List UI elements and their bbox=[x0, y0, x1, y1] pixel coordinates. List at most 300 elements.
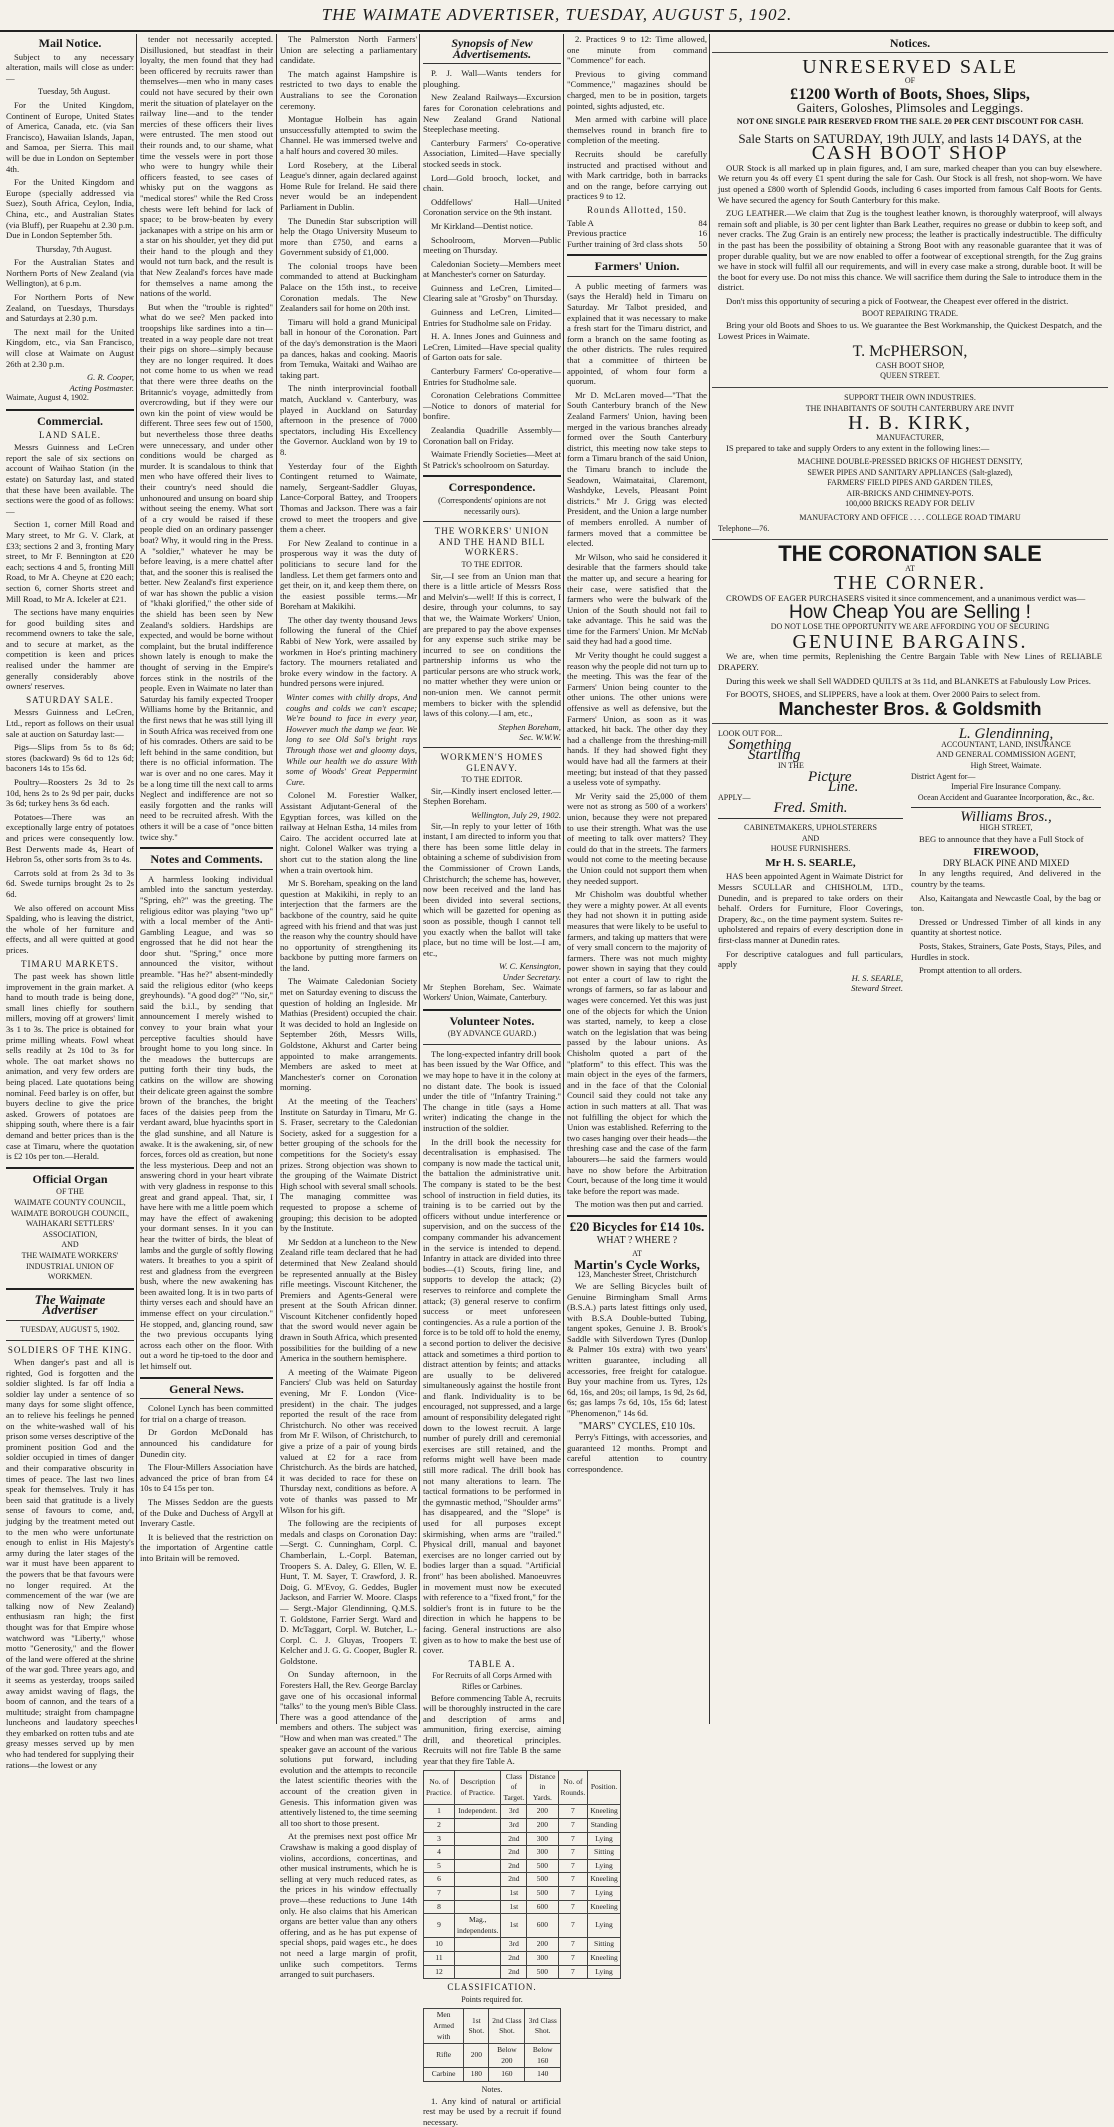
table-cell: 140 bbox=[525, 2068, 561, 2082]
table-cell: 7 bbox=[558, 1914, 588, 1938]
ad-product-line: 100,000 BRICKS READY FOR DELIV bbox=[718, 499, 1102, 510]
table-cell: 11 bbox=[424, 1951, 455, 1965]
table-cell: 7 bbox=[558, 1938, 588, 1952]
table-cell: Mag., independents. bbox=[455, 1914, 501, 1938]
table-cell: 5 bbox=[424, 1859, 455, 1873]
table-cell: Kneeling bbox=[588, 1873, 621, 1887]
ad-line: Sale Starts on SATURDAY, 19th JULY, and lasts 14 DAYS, at the bbox=[718, 134, 1102, 145]
notes-title: Notes and Comments. bbox=[140, 854, 273, 865]
classification-table bbox=[423, 2008, 561, 2082]
column-rule bbox=[136, 34, 137, 1724]
table-cell: 1 bbox=[424, 1805, 455, 1819]
synopsis-item: Schoolroom, Morven—Public meeting on Thursday. bbox=[423, 235, 561, 256]
ad-script-line: Picture bbox=[808, 772, 903, 783]
table-row bbox=[424, 1900, 621, 1914]
table-cell: Standing bbox=[588, 1819, 621, 1833]
synopsis-item: Oddfellows' Hall—United Coronation service on the 9th instant. bbox=[423, 197, 561, 218]
article-text: Mr D. McLaren moved—"That the South Canterbury branch of the New Zealand Farmers' Union, having been merged in the various branches already formed over the South Canterbury district, this meeting now take steps to form a Timaru branch of the said Union, the Timaru branch to include the Seadown, Waimataitai, Claremont, Washdyke, Levels, Pleasant Point districts." Mr J. Grigg was elected President, and the Union a large number of members enrolled. A number of farmers moved that a committee be elected. bbox=[567, 390, 707, 549]
news-item: The other day twenty thousand Jews following the funeral of the Chief Rabbi of New York, were assailed by workmen in Hoe's printing machinery factory. The mourners retaliated and broke every window in the factory. A hundred persons were injured. bbox=[280, 615, 417, 689]
table-title: TABLE A. bbox=[423, 1659, 561, 1670]
ad-text: BEG to announce that they have a Full Stock of bbox=[911, 834, 1101, 845]
news-item: Dr Gordon McDonald has announced his candidature for Dunedin city. bbox=[140, 1427, 273, 1459]
ad-headline: UNRESERVED SALE bbox=[718, 62, 1102, 73]
letter-to: TO THE EDITOR. bbox=[423, 775, 561, 786]
ad-signature: H. S. SEARLE, bbox=[718, 973, 903, 984]
rounds-row bbox=[567, 239, 707, 250]
ad-headline: THE CORNER. bbox=[718, 578, 1102, 589]
table-subtitle: For Recruits of all Corps Armed with Rifles or Carbines. bbox=[423, 1671, 561, 1692]
table-cell bbox=[455, 1819, 501, 1833]
ad-product-line: AIR-BRICKS AND CHIMNEY-POTS. bbox=[718, 489, 1102, 500]
table-row bbox=[424, 2068, 561, 2082]
organ-line: WAIHAKARI SETTLERS' ASSOCIATION, bbox=[6, 1219, 134, 1240]
table-cell: 3rd bbox=[501, 1805, 527, 1819]
letter-text: Sir,—In reply to your letter of 16th instant, I am directed to inform you that there has been some little delay in obtaining a scheme of subdivision from the Commissioner of Crown Lands, Christchurch; the scheme has, however, now been received and the land has been divided into several sections, which will be gazetted for opening as soon as possible, though I cannot tell you exactly when the ballot will take place, but no time will be lost.—I am, etc., bbox=[423, 821, 561, 959]
table-row bbox=[424, 1819, 621, 1833]
news-item: Timaru will hold a grand Municipal ball in honour of the Coronation. Part of the day's demonstration is the Maori pa dances, hakas and cooking. Maoris from Temuka, Waitaki and Waihao are taking part. bbox=[280, 317, 417, 381]
correspondence-note: (Correspondents' opinions are not necessarily ours). bbox=[423, 496, 561, 517]
table-header-cell: 2nd Class Shot. bbox=[489, 2009, 525, 2044]
ad-line: SUPPORT THEIR OWN INDUSTRIES. bbox=[718, 393, 1102, 404]
table-cell: 2nd bbox=[501, 1873, 527, 1887]
ad-script-line: Something bbox=[728, 740, 903, 751]
table-cell: 2nd bbox=[501, 1951, 527, 1965]
official-organ-title: Official Organ bbox=[6, 1174, 134, 1185]
table-cell: 3rd bbox=[501, 1819, 527, 1833]
column-2 bbox=[140, 34, 273, 1724]
ad-shop-name: CASH BOOT SHOP bbox=[718, 148, 1102, 159]
rounds-list bbox=[567, 218, 707, 250]
synopsis-title: Synopsis of New Advertisements. bbox=[423, 38, 561, 59]
table-cell bbox=[455, 1846, 501, 1860]
section-heading: TIMARU MARKETS. bbox=[6, 959, 134, 970]
table-cell: Below 200 bbox=[489, 2044, 525, 2068]
classification-title: CLASSIFICATION. bbox=[423, 1982, 561, 1993]
table-cell: 7 bbox=[558, 1887, 588, 1901]
article-text: In the drill book the necessity for decentralisation is emphasised. The company is now made the tactical unit, the battalion the administrative unit. The company is stated to be the best school of instruction in field duties, its training is to be carried out by the officers without undue interference or supervision, and on the success of the company commander his advancement in the service is intended to depend. Infantry in attack are divided into three bodies—(1) Scouts, firing line, and supports to develop the attack; (2) reserves to reinforce and complete the attack; (3) general reserve to confirm success or meet unforeseen contingencies. As a rule a portion of the force is to be told off to hold the enemy, a second portion to deliver the decisive attack and sometimes a third portion to distract attention by feints; and attacks are usually to be delivered simultaneously against the hostile front and flank. Individuality is to be encouraged, not suppressed, and a large amount of responsibility delegated right down to the lowest recruit. A large number of purely drill and ceremonial exercises are still retained, and the reforms might well have been made still more radical. The drill book has not many alterations to learn. The tactical formations to be performed in the gymnastic method, "Shoulder arms" has disappeared, and the "Slope" is used for all purposes except skirmishing, when arms are "trailed." Physical drill, manual and bayonet exercises are no longer carried out by bodies larger than a squad. "Artificial front" has been abolished. Manoeuvres in movement must now be executed with reference to a "fixed front," for the soldier's front is in future to be the direction in which he happens to be facing. General instructions are also given as to how to make the best use of cover. bbox=[423, 1137, 561, 1656]
table-cell: 12 bbox=[424, 1965, 455, 1979]
ad-lower-block bbox=[712, 723, 1108, 999]
table-cell: 6 bbox=[424, 1873, 455, 1887]
signature: Sec. W.W.W. bbox=[423, 732, 561, 743]
correspondence-title: Correspondence. bbox=[423, 482, 561, 493]
ad-script-line: L. Glendinning, bbox=[911, 729, 1101, 740]
table-cell: 2 bbox=[424, 1819, 455, 1833]
table-cell: 200 bbox=[527, 1805, 558, 1819]
ad-script-line: Startling bbox=[748, 750, 903, 761]
signature: Stephen Boreham, bbox=[423, 722, 561, 733]
ad-at: AT bbox=[718, 564, 1102, 575]
article-text: The past week has shown little improvement in the grain market. A hand to mouth trade is being done, small lines chiefly for southern millers, moving off at growers' limit 3s 1 to 3s. The price is obtained for prime milling wheats. Fowl wheat sells readily at 2s 10d to 3s for whole. The oat market shows no animation, and very few orders are being placed. Late quotations being nominal. Feed barley is on offer, but buyers decline to give the price asked. Growers of potatoes are shipping south, where there is a fair demand and better prices than is the case at Timaru, where the quotation is £2 10s per ton.—Herald. bbox=[6, 971, 134, 1162]
section-heading: SATURDAY SALE. bbox=[6, 695, 134, 706]
synopsis-item: H. A. Innes Jones and Guinness and LeCren, Limited—Have special quality of Garton oats for sale. bbox=[423, 331, 561, 363]
table-cell: 7 bbox=[558, 1819, 588, 1833]
rounds-value: 50 bbox=[698, 239, 707, 250]
volunteer-byline: (BY ADVANCE GUARD.) bbox=[423, 1029, 561, 1040]
synopsis-item: Lord—Gold brooch, locket, and chain. bbox=[423, 173, 561, 194]
news-item: At the meeting of the Teachers' Institute on Saturday in Timaru, Mr G. S. Fraser, secretary to the Caledonian Society, asked for a suggestion for a better grouping of the schools for the competitions for the Society's essay prizes. Strong objection was shown to the grouping of the Waimate District High school with several small schools. The managing committee was requested to propose a scheme of grouping; this decision to be adopted by the Institute. bbox=[280, 1096, 417, 1234]
editorial-text: When danger's past and all is righted, God is forgotten and the soldier slighted. Is far off India a soldier lay under a sentence of so many days for some slight offence, an to relieve his feelings he penned on the white-washed wall of his prison some verses descriptive of the prominent position God and the soldier occupied in times of danger and their comparative obscurity in times of peace. The last two lines speak for themselves. Truly it has been said that gratitude is a lively sense of favours to come, and, judging by the treatment meted out to the men who were unfortunate enough to enlist in His Majesty's army during the later stages of the war it must have been apparent to the powers that be that favours were no longer required. At the commencement of the war (we are talking now of New Zealand) enthusiasm ran high; the first thought was for that Empire whose watchword was "Liberty," whose motto "Generosity," and the flower of the land were offered at the shrine of the war god. Three years ago, and it seems as yesterday, troops sailed away amidst waving of flags, the boom of cannon, and the tears of a multitude; straight from champagne luncheons and laudatory speeches they embarked on rotten tubs and ate greasy messes served up by men who had tendered for supplying their rations—the lowest or any bbox=[6, 1357, 134, 1770]
article-text: Potatoes—There was an exceptionally large entry of potatoes and prices were consequently low. Best Derwents made 4s, Heart of Hebron 5s, other sorts from 3s to 4s. bbox=[6, 812, 134, 865]
editorial-text: tender not necessarily accepted. Disillusioned, but steadfast in their loyalty, the men found that they had been officered by recruits rawer than themselves—men who in many cases could not have secured by their own merit the situation of platelayer on the railway line—and to the tender mercies of these officers their lives were entrusted. The men stood out their rounds and, to our shame, what time the vessels were in port those who were to hungry while their officers feasted, to see cases of whisky put on the waggons as "medical stores" while the Red Cross chests were left behind for lack of space; to be brow-beaten by every jackanapes with a stripe on his arm or a star on his shoulder, yet they did put their hand to the plough and they would not turn back, and the result is that New Zealand's forces have made for themselves a name among the nations of the world. bbox=[140, 34, 273, 299]
ad-product-line: SEWER PIPES AND SANITARY APPLIANCES (Salt-glazed), bbox=[718, 468, 1102, 479]
table-cell: 180 bbox=[464, 2068, 489, 2082]
table-cell: 7 bbox=[558, 1832, 588, 1846]
table-cell bbox=[455, 1832, 501, 1846]
ad-text: CROWDS OF EAGER PURCHASERS visited it since commencement, and a unanimous verdict was— bbox=[718, 593, 1102, 604]
table-cell: 500 bbox=[527, 1965, 558, 1979]
mail-notice-title: Mail Notice. bbox=[6, 38, 134, 49]
mail-notice-text: For the United Kingdom and Europe (specially addressed via Suez), South Africa, Ceylon, India, China, etc., and Australian States (via Bluff), per Ruapehu at 2.30 p.m. Due in London September 5th. bbox=[6, 177, 134, 241]
editorial-title: SOLDIERS OF THE KING. bbox=[6, 1345, 134, 1356]
table-cell: Sitting bbox=[588, 1846, 621, 1860]
commercial-title: Commercial. bbox=[6, 416, 134, 427]
table-cell: Lying bbox=[588, 1914, 621, 1938]
ad-line: Imperial Fire Insurance Company. bbox=[911, 782, 1101, 793]
table-cell: 200 bbox=[464, 2044, 489, 2068]
table-header-cell: Position. bbox=[588, 1770, 621, 1805]
news-item: It is believed that the restriction on the importation of Argentine cattle into Britain will be removed. bbox=[140, 1532, 273, 1564]
table-cell: 200 bbox=[527, 1819, 558, 1833]
ad-line: APPLY— bbox=[718, 793, 903, 804]
table-cell: 7 bbox=[558, 1965, 588, 1979]
ad-line: QUEEN STREET. bbox=[718, 371, 1102, 382]
table-cell: Lying bbox=[588, 1965, 621, 1979]
table-header-cell: Description of Practice. bbox=[455, 1770, 501, 1805]
article-text: Messrs Guinness and LeCren, Ltd., report as follows on their usual sale at auction on Saturday last:— bbox=[6, 707, 134, 739]
table-row bbox=[424, 1965, 621, 1979]
news-item: The Misses Seddon are the guests of the Duke and Duchess of Argyll at Inverary Castle. bbox=[140, 1497, 273, 1529]
table-cell: 600 bbox=[527, 1900, 558, 1914]
ad-right-stack bbox=[911, 729, 1101, 994]
article-text: Before commencing Table A, recruits will be thoroughly instructed in the care and description of arms and ammunition, firing exercise, aiming drill, and theoretical principles. Recruits will not fire Table B the same year that they fire Table A. bbox=[423, 1693, 561, 1767]
mail-notice-text: For the Australian States and Northern Ports of New Zealand (via Wellington), at 6 p.m. bbox=[6, 257, 134, 289]
ad-text: We are, when time permits, Replenishing the Centre Bargain Table with New Lines of RELIABLE DRAPERY. bbox=[718, 651, 1102, 672]
ad-script-line: Line. bbox=[828, 782, 903, 793]
column-rule bbox=[563, 34, 564, 1724]
dateline: Waimate, August 4, 1902. bbox=[6, 393, 134, 404]
article-text: Recruits should be carefully instructed and practised without and with Mark cartridge, both in barracks and on the range, before carrying out practices 9 to 12. bbox=[567, 149, 707, 202]
table-cell: 2nd bbox=[501, 1832, 527, 1846]
rounds-label: Table A bbox=[567, 218, 594, 229]
table-cell: 7 bbox=[558, 1805, 588, 1819]
news-item: Yesterday four of the Eighth Contingent returned to Waimate, namely, Sergeant-Saddler Gluyas, Lance-Corporal Battey, and Troopers Thomas and Jackson. There was a fair crowd to meet the troopers and give them a cheer. bbox=[280, 461, 417, 535]
bicycles-shop: Martin's Cycle Works, bbox=[567, 1260, 707, 1271]
news-item: Mr S. Boreham, speaking on the land question at Makikihi, in reply to an interjection that the farmers are the backbone of the country, said he quite agreed with his friend and that was just the reason why the country should have no opportunity of strengthening its backbone by putting more farmers on the land. bbox=[280, 878, 417, 973]
rounds-title: Rounds Allotted, 150. bbox=[567, 205, 707, 216]
ad-line: DO NOT LOSE THE OPPORTUNITY WE ARE AFFORDING YOU OF SECURING bbox=[718, 622, 1102, 633]
ad-line: HIGH STREET, bbox=[911, 823, 1101, 834]
rounds-row bbox=[567, 218, 707, 229]
ad-text: Posts, Stakes, Strainers, Gate Posts, Stays, Piles, and Hurdles in stock. bbox=[911, 941, 1101, 962]
table-row bbox=[424, 1951, 621, 1965]
ad-product-line: MACHINE DOUBLE-PRESSED BRICKS OF HIGHEST DENSITY, bbox=[718, 457, 1102, 468]
table-header-cell: No. of Practice. bbox=[424, 1770, 455, 1805]
ad-headline: T. McPHERSON, bbox=[718, 347, 1102, 358]
synopsis-item: Caledonian Society—Members meet at Manchester's corner on Saturday. bbox=[423, 259, 561, 280]
table-row bbox=[424, 2044, 561, 2068]
table-cell: 160 bbox=[489, 2068, 525, 2082]
table-cell: 200 bbox=[527, 1938, 558, 1952]
table-cell: Carbine bbox=[424, 2068, 464, 2082]
letter-text: Sir,—Kindly insert enclosed letter.—Stephen Boreham. bbox=[423, 786, 561, 807]
ad-left-stack bbox=[718, 729, 903, 994]
table-cell: 300 bbox=[527, 1951, 558, 1965]
paper-date: TUESDAY, AUGUST 5, 1902. bbox=[6, 1325, 134, 1336]
ad-signature: Steward Street. bbox=[718, 983, 903, 994]
ad-text: OUR Stock is all marked up in plain figures, and, I am sure, marked cheaper than you can buy elsewhere. We return you 4s off every £1 spent during the sale for Cash. Our Stock is all fresh, not shop-worn. We have just opened a £800 worth of Splendid Goods, including 6 cases imported from famous Calf Boots for Gents. We have secured the agency for South Canterbury for this make. bbox=[718, 163, 1102, 205]
article-text: Pigs—Slips from 5s to 8s 6d; stores (backward) 9s 6d to 12s 6d; baconers 14s to 15s 6d. bbox=[6, 742, 134, 774]
ad-line: District Agent for— bbox=[911, 772, 1101, 783]
table-cell: 300 bbox=[527, 1846, 558, 1860]
table-cell: Kneeling bbox=[588, 1951, 621, 1965]
ad-coronation-sale bbox=[712, 539, 1108, 723]
table-cell: 7 bbox=[558, 1951, 588, 1965]
ad-script-line: Fred. Smith. bbox=[718, 803, 903, 814]
signature: Under Secretary. bbox=[423, 972, 561, 983]
letter-text: Sir,—I see from an Union man that there is a little article of Messrs Ross and Melvin's—well! If this is correct, I desire, through your columns, to say that we, the Waimate Workers' Union, are prepared to pay the above expenses for any expense such strike may be incurred to see on conditions the partnership informs us who the particular persons are who struck work, no matter whether they were union or non-union men. We cannot permit members to bicker with the splendid laws of this colony.—I am, etc., bbox=[423, 571, 561, 719]
article-text: Previous to giving command "Commence," magazines should be charged, men to be in position, targets pointed, sights adjusted, etc. bbox=[567, 69, 707, 111]
news-item: A meeting of the Waimate Pigeon Fanciers' Club was held on Saturday evening, Mr F. London (Vice-president) in the chair. The judges reported the result of the race from Christchurch. No other was received from Mr F. Wilson, of Christchurch, to give a prize of a pair of young birds valued at £2 for a race from Christchurch. As the birds are hatched, it was decided to race for these on Thursday next, conditions as before. A vote of thanks was passed to Mr Wilson for his gift. bbox=[280, 1367, 417, 1515]
notices-title: Notices. bbox=[712, 38, 1108, 49]
table-cell: 9 bbox=[424, 1914, 455, 1938]
ad-text: For descriptive catalogues and full particulars, apply bbox=[718, 949, 903, 970]
bicycles-address: 123, Manchester Street, Christchurch bbox=[567, 1270, 707, 1281]
organ-line: THE WAIMATE WORKERS' INDUSTRIAL UNION OF WORKMEN. bbox=[6, 1251, 134, 1283]
bicycles-title: £20 Bicycles for £14 10s. bbox=[567, 1222, 707, 1233]
synopsis-item: Canterbury Farmers' Co-operative Association, Limited—Have specially stocked seeds in stock. bbox=[423, 138, 561, 170]
news-item: Lord Rosebery, at the Liberal League's dinner, again declared against Home Rule for Ireland. He said there never would be an independent Parliament in Dublin. bbox=[280, 160, 417, 213]
table-cell: 1st bbox=[501, 1914, 527, 1938]
ad-script-line: Williams Bros., bbox=[911, 812, 1101, 823]
ad-of: OF bbox=[718, 76, 1102, 87]
ad-line: MANUFACTORY AND OFFICE . . . . COLLEGE ROAD TIMARU bbox=[718, 513, 1102, 524]
table-cell bbox=[455, 1965, 501, 1979]
ad-text: ZUG LEATHER.—We claim that Zug is the toughest leather known, is thoroughly waterproof, will always remain soft and pliable, is 30 per cent lighter than Bark Leather, requires no grease or dubbin to keep soft, and never cracks. The Zug Grain is an entirely new process; the leather is practically indestructible. The difficulty in the past has been the possibility of obtaining a Strong Boot with any reasonable guarantee that it was of proper durable quality, but we are now enabled to offer a footwear of exceptional strength, for the Zug grains we have in stock will fulfil all our requirements, and will in every case make a strong, durable boot. It will be the boot for every use. Do not miss this chance. We will sacrifice them during the Sale to introduce them in the district. bbox=[718, 208, 1102, 293]
table-header-cell: 1st Shot. bbox=[464, 2009, 489, 2044]
ad-line: AND bbox=[718, 834, 903, 845]
news-item: The ninth interprovincial football match, Auckland v. Canterbury, was played in Auckland on Saturday afternoon in the presence of 7000 spectators, including His Excellency the Governor. Auckland won by 19 to 8. bbox=[280, 383, 417, 457]
note-text: 1. Any kind of natural or artificial rest may be used by a recruit if found necessary. bbox=[423, 2096, 561, 2127]
news-item: The Dunedin Star subscription will help the Otago University Museum to more than £750, and earns a Government subsidy of £1,000. bbox=[280, 216, 417, 258]
table-cell: Lying bbox=[588, 1859, 621, 1873]
ad-text: IS prepared to take and supply Orders to any extent in the following lines:— bbox=[718, 443, 1102, 454]
news-item: Colonel M. Forestier Walker, Assistant Adjutant-General of the Egyptian forces, was killed on the railway at Helnan Estha, 14 miles from Cairo. The accident occurred late at night. Colonel Walker was trying a short cut to the station along the line when a train overtook him. bbox=[280, 790, 417, 875]
article-text: Men armed with carbine will place themselves round in branch fire to completion of the meeting. bbox=[567, 114, 707, 146]
table-row bbox=[424, 1938, 621, 1952]
article-text: Section 1, corner Mill Road and Mary street, to Mr G. V. Clark, at £33; sections 2 and 3, fronting Mary street, to Mr F. Bennington at £20 each; sections 4 and 5, fronting Mill Road, to Mr A. Cheyne at £20 each; section 6, corner Shorts street and Mill Road, to Mr A. Ickeler at £21. bbox=[6, 519, 134, 604]
column-5 bbox=[567, 34, 707, 1724]
table-cell bbox=[455, 1887, 501, 1901]
news-item: The Flour-Millers Association have advanced the price of bran from £4 10s to £4 15s per ton. bbox=[140, 1462, 273, 1494]
ad-product-list bbox=[718, 457, 1102, 510]
news-item: The match against Hampshire is restricted to two days to enable the Australians to see the Coronation ceremony. bbox=[280, 69, 417, 111]
table-cell: 1st bbox=[501, 1900, 527, 1914]
news-item: The colonial troops have been commanded to attend at Buckingham Palace on the 15th inst., to receive Coronation medals. The New Zealanders sail for home on 20th inst. bbox=[280, 261, 417, 314]
ad-text: In any lengths required, And delivered in the country by the teams. bbox=[911, 868, 1101, 889]
table-header-cell: 3rd Class Shot. bbox=[525, 2009, 561, 2044]
news-item: On Sunday afternoon, in the Foresters Hall, the Rev. George Barclay gave one of his occasional informal "talks" to the young men's Bible Class. There was a good attendance of the members and others. The subject was "How and when man was created." The speaker gave an account of the various solutions put forward, including evolution and the attempts to reconcile the latest scientific theories with the account of the creation given in Genesis. This information given was attentively listened to, the time seeming all too short to those present. bbox=[280, 1669, 417, 1828]
practice-table bbox=[423, 1770, 621, 1980]
article-text: The long-expected infantry drill book has been issued by the War Office, and we may hope to have it in the colony at no distant date. The book is issued under the title of "Infantry Training." The change in title (says a Home writer) indicating the change in the instruction of the soldier. bbox=[423, 1049, 561, 1134]
rounds-label: Previous practice bbox=[567, 228, 626, 239]
ad-line: LOOK OUT FOR... bbox=[718, 729, 903, 740]
table-cell: 600 bbox=[527, 1914, 558, 1938]
letter-title: THE WORKERS' UNION AND THE HAND BILL WORKERS. bbox=[423, 526, 561, 558]
signature: Acting Postmaster. bbox=[6, 383, 134, 394]
table-cell: 500 bbox=[527, 1873, 558, 1887]
column-rule bbox=[419, 34, 420, 1724]
ad-headline: FIREWOOD, bbox=[911, 847, 1101, 858]
organ-and: AND bbox=[6, 1240, 134, 1251]
article-text: 2. Practices 9 to 12: Time allowed, one minute from command "Commence" for each. bbox=[567, 34, 707, 66]
synopsis-item: Guinness and LeCren, Limited—Entries for Studholme sale on Friday. bbox=[423, 307, 561, 328]
article-text: The sections have many enquiries for good building sites and recommend owners to take the sale, and to secure at market, as the competition is keen and prices realised under the hammer are generally considerably above owners' reserves. bbox=[6, 607, 134, 692]
farmers-union-title: Farmers' Union. bbox=[567, 261, 707, 272]
synopsis-item: Waimate Friendly Societies—Meet at St Patrick's schoolroom on Saturday. bbox=[423, 449, 561, 470]
table-row bbox=[424, 1805, 621, 1819]
table-cell: 3rd bbox=[501, 1938, 527, 1952]
table-cell: 2nd bbox=[501, 1859, 527, 1873]
mars-title: "MARS" CYCLES, £10 10s. bbox=[567, 1422, 707, 1433]
table-cell: Lying bbox=[588, 1887, 621, 1901]
masthead: THE WAIMATE ADVERTISER, TUESDAY, AUGUST 5, 1902. bbox=[0, 0, 1114, 32]
ad-line: NOT ONE SINGLE PAIR RESERVED FROM THE SALE. 20 PER CENT DISCOUNT FOR CASH. bbox=[718, 117, 1102, 128]
ad-line: CABINETMAKERS, UPHOLSTERERS bbox=[718, 823, 903, 834]
table-header-cell: No. of Rounds. bbox=[558, 1770, 588, 1805]
rounds-value: 84 bbox=[698, 218, 707, 229]
news-item: Montague Holbein has again unsuccessfully attempted to swim the Channel. He was immersed twelve and a half hours and covered 30 miles. bbox=[280, 114, 417, 156]
editorial-text: But when the "trouble is righted" what do we see? Men packed into troopships like sardines into a tin—treated in a way people dare not treat their pigs on shore—simply because they are no longer required. It does not come home to us when we read that there were three deaths on the Britannic's voyage, admittedly from overcrowding, but if they were our own kin the point of view would be different. Three sees few out of 1500, but nevertheless those three deaths were unnecessary, and under other conditions would be charged as murder. It is scandalous to think that men who have offered their lives to their country's need should die unhonoured and unsung on board ship without seeing the enemy. What sort of a cry would be raised if these people died on an ordinary passenger boat? Why, it would ring in the Press. A "soldier," whatever he may be before leaving, is a mere chattel after that, and the sooner this is realised the better. New Zealand's first experience of war has shown the public a vision of "khaki glorified," the other side of the shield has been seen by New Zealand's soldiers. Hardships are expected, and would be borne without complaint, but the brutal indifference shown lately is enough to make the thought of serving in the Empire's forces stink in the nostrils of the people. Even in Waimate no later than Saturday his family expected Trooper Williams home by the Britannic, and the first news that he was still lying ill in South Africa was received from one of his comrades. Others are said to be left behind in the same condition, but there is no official information. The war is over and no one cares. May it be a long time till the next call to arms Neglect and indifference are not so easily forgotten and the ranks will need to be recruited afresh. With the others it will be a case of "once bitten twice shy." bbox=[140, 302, 273, 842]
column-3 bbox=[280, 34, 417, 1724]
article-text: Mr Wilson, who said he considered it desirable that the farmers should take the matter up, and secure a hearing for their case, were satisfied that the farmers who were the bulwark of the Union of the South should not fail to take advantage. This he said was the time for the Farmers' Union. Mr McNab said they had had a good time. bbox=[567, 552, 707, 647]
ad-boot-sale bbox=[712, 52, 1108, 387]
ad-line: Ocean Accident and Guarantee Incorporation, &c., &c. bbox=[911, 793, 1101, 804]
article-text: A public meeting of farmers was (says the Herald) held in Timaru on Saturday. Mr Talbot presided, and explained that it was necessary to make a fresh start for the Timaru district, and form a branch on the same footing as the other districts. The rules required that a committee of thirteen be appointed, of whom four form a quorum. bbox=[567, 281, 707, 387]
table-cell bbox=[455, 1900, 501, 1914]
article-text: Mr Verity thought he could suggest a reason why the people did not turn up to the meeting. This was the fear of the Farmers' Union being counter to the other unions. The other unions were offensive as well as defensive, but the Farmers' Union, as soon as it was attacked, hit back. The other day they had a challenge from the threshing-mill hands. If they had showed fight they would have had all the farmers at their meeting; but instead of that they passed a useless vote of sympathy. bbox=[567, 650, 707, 788]
table-row bbox=[424, 1832, 621, 1846]
synopsis-item: Canterbury Farmers' Co-operative—Entries for Studholme sale. bbox=[423, 366, 561, 387]
rounds-label: Further training of 3rd class shots bbox=[567, 239, 683, 250]
table-cell: 500 bbox=[527, 1887, 558, 1901]
ad-line: High Street, Waimate. bbox=[911, 761, 1101, 772]
news-item: The Palmerston North Farmers' Union are selecting a parliamentary candidate. bbox=[280, 34, 417, 66]
table-cell: 1st bbox=[501, 1887, 527, 1901]
synopsis-item: Mr Kirkland—Dentist notice. bbox=[423, 221, 561, 232]
table-cell: Independent. bbox=[455, 1805, 501, 1819]
table-cell bbox=[455, 1938, 501, 1952]
letter-title: WORKMEN'S HOMES GLENAVY. bbox=[423, 752, 561, 773]
news-item: Colonel Lynch has been committed for trial on a charge of treason. bbox=[140, 1403, 273, 1424]
table-cell: 10 bbox=[424, 1938, 455, 1952]
column-1 bbox=[6, 34, 134, 1724]
signature: G. R. Cooper, bbox=[6, 372, 134, 383]
ad-headline: £1200 Worth of Boots, Shoes, Slips, bbox=[718, 90, 1102, 101]
bicycles-at: AT bbox=[567, 1249, 707, 1260]
ad-text: Don't miss this opportunity of securing a pick of Footwear, the Cheapest ever offered in the district. bbox=[718, 296, 1102, 307]
table-row bbox=[424, 1914, 621, 1938]
article-text: Poultry—Roosters 2s 3d to 2s 10d, hens 2s to 2s 9d per pair, ducks 3s 6d; turkey hens 3s 6d each. bbox=[6, 777, 134, 809]
table-cell: 2nd bbox=[501, 1846, 527, 1860]
table-cell: 7 bbox=[558, 1900, 588, 1914]
synopsis-item: Guinness and LeCren, Limited—Clearing sale at "Grosby" on Thursday. bbox=[423, 283, 561, 304]
ad-line: THE INHABITANTS OF SOUTH CANTERBURY ARE INVIT bbox=[718, 404, 1102, 415]
general-news-title: General News. bbox=[140, 1384, 273, 1395]
ad-headline: Mr H. S. SEARLE, bbox=[718, 858, 903, 869]
table-cell: 2nd bbox=[501, 1965, 527, 1979]
mail-notice-text: Subject to any necessary alteration, mails will close as under:— bbox=[6, 52, 134, 84]
signature: W. C. Kensington, bbox=[423, 961, 561, 972]
column-rule bbox=[276, 34, 277, 1724]
ad-text: During this week we shall Sell WADDED QUILTS at 3s 11d, and BLANKETS at Fabulously Low Prices. bbox=[718, 676, 1102, 687]
table-cell bbox=[455, 1951, 501, 1965]
table-row bbox=[424, 1873, 621, 1887]
letter-date: Wellington, July 29, 1902. bbox=[423, 810, 561, 821]
ad-shop-name: Manchester Bros. & Goldsmith bbox=[718, 704, 1102, 715]
article-text: Mr Chisholm was doubtful whether they were a mighty power. At all events they had not shown it in putting aside measures that were likely to be useful to farmers, and taking up matters that were of very small concern to the majority of farmers. There was not much mighty power shown in saying that they could not enter a court of law to right the wrongs of farmers, so far as labour and wages were concerned. Yet this was just one of the objects for which the Union was started, namely, to keep a close watch on the legislation that was being passed by the labour unions. As Chisholm quoted a part of the "platform" to this effect. This was the main object in the eyes of the farmers, and in the face of that the Colonial Council said they could not take any action in such matters at all. That was not fulfilling the object for which the Union was established. Referring to the two cases hanging over their heads—the threshing case and the case of the farm labourers—he said the farmers would have no show before the Arbitration Court, because of the long time it would take before the report was made. bbox=[567, 889, 707, 1196]
column-6-ads bbox=[712, 34, 1108, 1724]
article-text: Carrots sold at from 2s 3d to 3s 6d. Swede turnips brought 2s to 2s 6d. bbox=[6, 868, 134, 900]
volunteer-title: Volunteer Notes. bbox=[423, 1016, 561, 1027]
table-cell: 3 bbox=[424, 1832, 455, 1846]
synopsis-item: Zealandia Quadrille Assembly—Coronation ball on Friday. bbox=[423, 425, 561, 446]
ad-headline: H. B. KIRK, bbox=[718, 418, 1102, 429]
mail-notice-text: For the United Kingdom, Continent of Europe, United States of America, Canada, etc. (via San Francisco), Hawaiian Islands, Japan, and Samoa, per Sierra. This mail will be due in London on September 4th. bbox=[6, 100, 134, 174]
ad-text: Also, Kaitangata and Newcastle Coal, by the bag or ton. bbox=[911, 893, 1101, 914]
paper-name: The Waimate Advertiser bbox=[6, 1295, 134, 1316]
table-cell: 4 bbox=[424, 1846, 455, 1860]
ad-line: Telephone—76. bbox=[718, 524, 1102, 535]
synopsis-list bbox=[423, 68, 561, 470]
mail-date: Thursday, 7th August. bbox=[6, 244, 134, 255]
ad-line: AND GENERAL COMMISSION AGENT, bbox=[911, 750, 1101, 761]
ad-text: We are Selling Bicycles built of Genuine Birmingham Small Arms (B.S.A.) parts latest fittings only used, with B.S.A Double-butted Tubing, tangent spokes, Genuine J. B. Brook's Saddle with Silverdown Tyres (Dunlop & Palmer 10s extra) with two years' written guarantee, including all accessories, free freight for catalogue. Buy your machine from us. Tyres, 12s 6d, 16s, and 20s; oil lamps, 1s 9d, 2s 6d, 6s; gas lamps 7s 6d, 10s, 15s 6d; latest "Phenomenon," 14s 6d. bbox=[567, 1281, 707, 1419]
ad-text: Bring your old Boots and Shoes to us. We guarantee the Best Workmanship, the Quickest Despatch, and the Lowest Prices in Waimate. bbox=[718, 320, 1102, 341]
table-cell: Kneeling bbox=[588, 1900, 621, 1914]
column-rule bbox=[709, 34, 710, 1724]
ad-line: MANUFACTURER, bbox=[718, 433, 1102, 444]
rounds-value: 16 bbox=[698, 228, 707, 239]
article-text: Messrs Guinness and LeCren report the sale of six sections on account of Waihao Station (in the estate) on Saturday last, and stated that these have been available. The sections were the good of as follows:— bbox=[6, 442, 134, 516]
article-text: The motion was then put and carried. bbox=[567, 1199, 707, 1210]
bicycles-what: WHAT ? WHERE ? bbox=[567, 1236, 707, 1247]
ad-headline: THE CORONATION SALE bbox=[718, 549, 1102, 560]
mail-notice-text: For Northern Ports of New Zealand, on Tuesdays, Thursdays and Saturdays at 2.30 p.m. bbox=[6, 292, 134, 324]
news-item: The following are the recipients of medals and clasps on Coronation Day:—Sergt. C. Cunningham, Corpl. C. Chamberlain, L.-Corpl. Bateman, Troopers S. A. Daley, G. Ellen, W. E. Hunt, T. M. Sayer, T. Crawford, J. R. Doig, G. M'Evoy, G. Geddes, Bugler Jackson, and Farrier W. Moore. Clasps — Sergt.-Major Glendinning, Q.M.S. T. Goldstone, Farrier Sergt. Ward and D. McTaggart, Corpl. W. Butcher, L.-Corpl. C. J. Gluyas, Troopers T. Kelcher and J. G. G. Cooper, Bugler R. Goldstone. bbox=[280, 1518, 417, 1666]
table-cell: 7 bbox=[558, 1859, 588, 1873]
poem: Winter comes with chilly drops, And coughs and colds we can't escape; We're bound to face in every year, However much the damp we fear. We long to see Old Sol's bright rays Through those wet and gloomy days, While our health we do assure With some of Woods' Great Peppermint Cure. bbox=[280, 692, 417, 787]
ad-line: CASH BOOT SHOP, bbox=[718, 361, 1102, 372]
synopsis-item: P. J. Wall—Wants tenders for ploughing. bbox=[423, 68, 561, 89]
table-cell: 7 bbox=[558, 1873, 588, 1887]
ad-line: IN THE bbox=[778, 761, 903, 772]
article-text: We also offered on account Miss Spalding, who is leaving the district, the whole of her furniture and effects, and all were quitted at good prices. bbox=[6, 903, 134, 956]
ad-brickworks bbox=[712, 387, 1108, 539]
ad-text: HAS been appointed Agent in Waimate District for Messrs SCULLAR and CHISHOLM, LTD., Dunedin, and is prepared to take orders on their behalf. Orders for Furniture, Floor Coverings, Drapery, &c., on the time payment system. Suites re-upholstered and repairs of every description done in first-class manner at Dunedin rates. bbox=[718, 871, 903, 945]
news-item: Mr Seddon at a luncheon to the New Zealand rifle team declared that he had determined that New Zealand should be represented annually at the Bisley rifle meetings. Viscount Kitchener, the Premiers and Agents-General were present at the South African dinner. Viscount Kitchener confidently hoped that the sword would never again be drawn in South Africa, which presented possibilities for the building of a new America in the southern hemisphere. bbox=[280, 1237, 417, 1364]
ad-text: Perry's Fittings, with accessories, and guaranteed 12 months. Prompt and careful attention to country correspondence. bbox=[567, 1432, 707, 1474]
table-cell: Rifle bbox=[424, 2044, 464, 2068]
ad-text: For BOOTS, SHOES, and SLIPPERS, have a look at them. Over 2000 Pairs to select from. bbox=[718, 689, 1102, 700]
table-cell bbox=[455, 1859, 501, 1873]
ad-line: ACCOUNTANT, LAND, INSURANCE bbox=[911, 740, 1101, 751]
mail-date: Tuesday, 5th August. bbox=[6, 86, 134, 97]
column-4 bbox=[423, 34, 561, 1724]
ad-product-line: FARMERS' FIELD PIPES AND GARDEN TILES, bbox=[718, 478, 1102, 489]
addressee: Mr Stephen Boreham, Sec. Waimate Workers' Union, Waimate, Canterbury. bbox=[423, 983, 561, 1004]
table-cell: Below 160 bbox=[525, 2044, 561, 2068]
